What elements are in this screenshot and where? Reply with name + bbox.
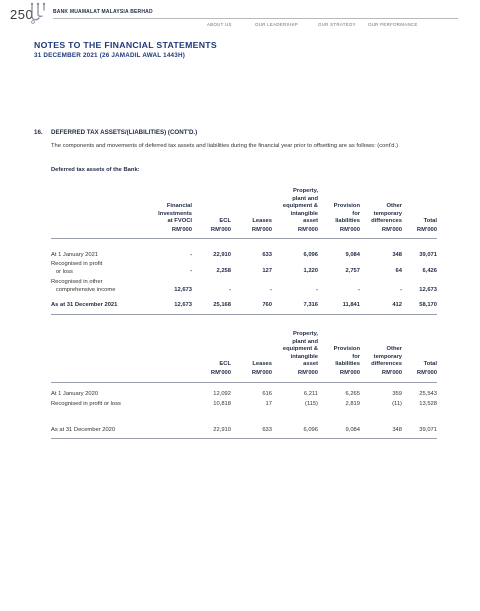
table_2021-cell: 6,426	[422, 268, 437, 274]
table_2021-cell: 12,673	[419, 287, 437, 293]
table_2020-col-unit: RM'000	[297, 370, 318, 376]
table_2021-cell: 12,673	[174, 287, 192, 293]
table_2020-col-header: ECL	[219, 361, 231, 368]
table_2020-cell: 10,818	[213, 401, 231, 407]
table_2020-col-header: Other temporary differences	[371, 346, 402, 368]
table_2021-cell: 25,168	[213, 302, 231, 308]
section-intro: The components and movements of deferred tax assets and liabilities during the financial year prior to offsetting are as follows: (cont'd.)	[51, 143, 399, 149]
table_2020-cell: (11)	[392, 401, 402, 407]
table_2020-cell: 25,543	[419, 391, 437, 397]
table_2020-col-header: Leases	[252, 361, 272, 368]
table_2020-cell: 616	[262, 391, 272, 397]
table_2020-cell: 39,071	[419, 427, 437, 433]
table_2020-cell: 9,084	[345, 427, 360, 433]
table_2020-cell: 359	[392, 391, 402, 397]
table_2020-cell: 17	[265, 401, 272, 407]
table_2020-row-label: At 1 January 2020	[51, 391, 99, 397]
document-title: NOTES TO THE FINANCIAL STATEMENTS	[34, 40, 218, 50]
table_2021-col-unit: RM'000	[339, 227, 360, 233]
table_2021-cell: -	[316, 287, 318, 293]
table_2021-cell: 12,673	[174, 302, 192, 308]
table_2020-cell: 2,819	[345, 401, 360, 407]
table_2020-col-unit: RM'000	[251, 370, 272, 376]
table_2020-rule	[51, 438, 437, 439]
table_2021-row-label: At 1 January 2021	[51, 252, 99, 258]
table_2021-col-unit: RM'000	[416, 227, 437, 233]
table_2021-col-unit: RM'000	[171, 227, 192, 233]
table_2020-col-unit: RM'000	[381, 370, 402, 376]
table_2021-cell: 412	[392, 302, 402, 308]
table_2021-cell: 9,084	[345, 252, 360, 258]
table_2021-cell: -	[400, 287, 402, 293]
table_2020-col-unit: RM'000	[339, 370, 360, 376]
table_2021-row-label: Recognised in other comprehensive income	[51, 279, 116, 293]
table_2020-row-label: Recognised in profit or loss	[51, 401, 121, 407]
table_2020-cell: 348	[392, 427, 402, 433]
table_2020-col-unit: RM'000	[210, 370, 231, 376]
table_2021-cell: 6,096	[303, 252, 318, 258]
table_2021-col-header: Financial Investments at FVOCI	[158, 203, 192, 225]
section-heading	[34, 129, 197, 136]
table_2020-cell: 633	[262, 427, 272, 433]
table_2021-cell: 1,220	[303, 268, 318, 274]
table_2021-col-header: Property, plant and equipment & intangible asset	[282, 188, 318, 225]
table_2021-col-unit: RM'000	[297, 227, 318, 233]
page-number: 250	[10, 7, 34, 22]
table_2021-cell: 760	[262, 302, 272, 308]
table_2021-col-unit: RM'000	[381, 227, 402, 233]
table_2021-col-header: ECL	[219, 218, 231, 225]
table_2020-rule	[51, 382, 437, 383]
header-divider	[53, 18, 458, 19]
table_2021-rule	[51, 314, 437, 315]
table_2020-row-label: As at 31 December 2020	[51, 427, 116, 433]
table_2021-cell: 22,910	[213, 252, 231, 258]
table_2021-cell: 58,170	[419, 302, 437, 308]
table_2021-cell: -	[229, 287, 231, 293]
table_2021-cell: 2,757	[345, 268, 360, 274]
section-number: 16.	[34, 129, 43, 136]
table_2021-cell: 7,316	[303, 302, 318, 308]
table-subheading: Deferred tax assets of the Bank:	[51, 167, 140, 173]
table_2021-col-header: Total	[423, 218, 437, 225]
table_2021-cell: -	[190, 268, 192, 274]
table_2021-col-header: Other temporary differences	[371, 203, 402, 225]
table_2021-col-header: Leases	[252, 218, 272, 225]
table_2020-col-header: Total	[423, 361, 437, 368]
document-subtitle: 31 DECEMBER 2021 (26 JAMADIL AWAL 1443H)	[34, 52, 186, 59]
table_2021-cell: 2,258	[216, 268, 231, 274]
table_2021-row-label: As at 31 December 2021	[51, 302, 118, 308]
bank-logo-icon	[29, 2, 49, 24]
table_2021-cell: 348	[392, 252, 402, 258]
table_2020-cell: (115)	[304, 401, 318, 407]
table_2021-col-unit: RM'000	[251, 227, 272, 233]
organization-name: BANK MUAMALAT MALAYSIA BERHAD	[53, 9, 153, 15]
table_2021-cell: -	[190, 252, 192, 258]
table_2020-col-header: Property, plant and equipment & intangible asset	[282, 331, 318, 368]
table_2020-cell: 6,096	[303, 427, 318, 433]
table_2020-cell: 22,910	[213, 427, 231, 433]
table_2021-cell: 64	[395, 268, 402, 274]
table_2021-cell: 39,071	[419, 252, 437, 258]
section-title: DEFERRED TAX ASSETS/(LIABILITIES) (CONT'D.)	[51, 129, 198, 136]
table_2020-col-unit: RM'000	[416, 370, 437, 376]
nav-our-performance[interactable]: OUR PERFORMANCE	[368, 22, 418, 27]
table_2020-col-header: Provision for liabilities	[333, 346, 360, 368]
table_2021-cell: 633	[262, 252, 272, 258]
table_2021-cell: -	[270, 287, 272, 293]
table_2020-cell: 6,211	[303, 391, 318, 397]
table_2021-cell: 127	[262, 268, 272, 274]
table_2021-col-unit: RM'000	[210, 227, 231, 233]
table_2021-cell: -	[358, 287, 360, 293]
nav-about-us[interactable]: ABOUT US	[207, 22, 232, 27]
table_2020-cell: 13,528	[419, 401, 437, 407]
table_2021-rule	[51, 238, 437, 239]
table_2021-cell: 11,841	[342, 302, 360, 308]
table_2020-cell: 12,092	[213, 391, 231, 397]
nav-our-leadership[interactable]: OUR LEADERSHIP	[255, 22, 298, 27]
nav-our-strategy[interactable]: OUR STRATEGY	[318, 22, 356, 27]
table_2021-col-header: Provision for liabilities	[333, 203, 360, 225]
table_2020-cell: 6,265	[345, 391, 360, 397]
table_2021-row-label: Recognised in profit or loss	[51, 261, 103, 275]
